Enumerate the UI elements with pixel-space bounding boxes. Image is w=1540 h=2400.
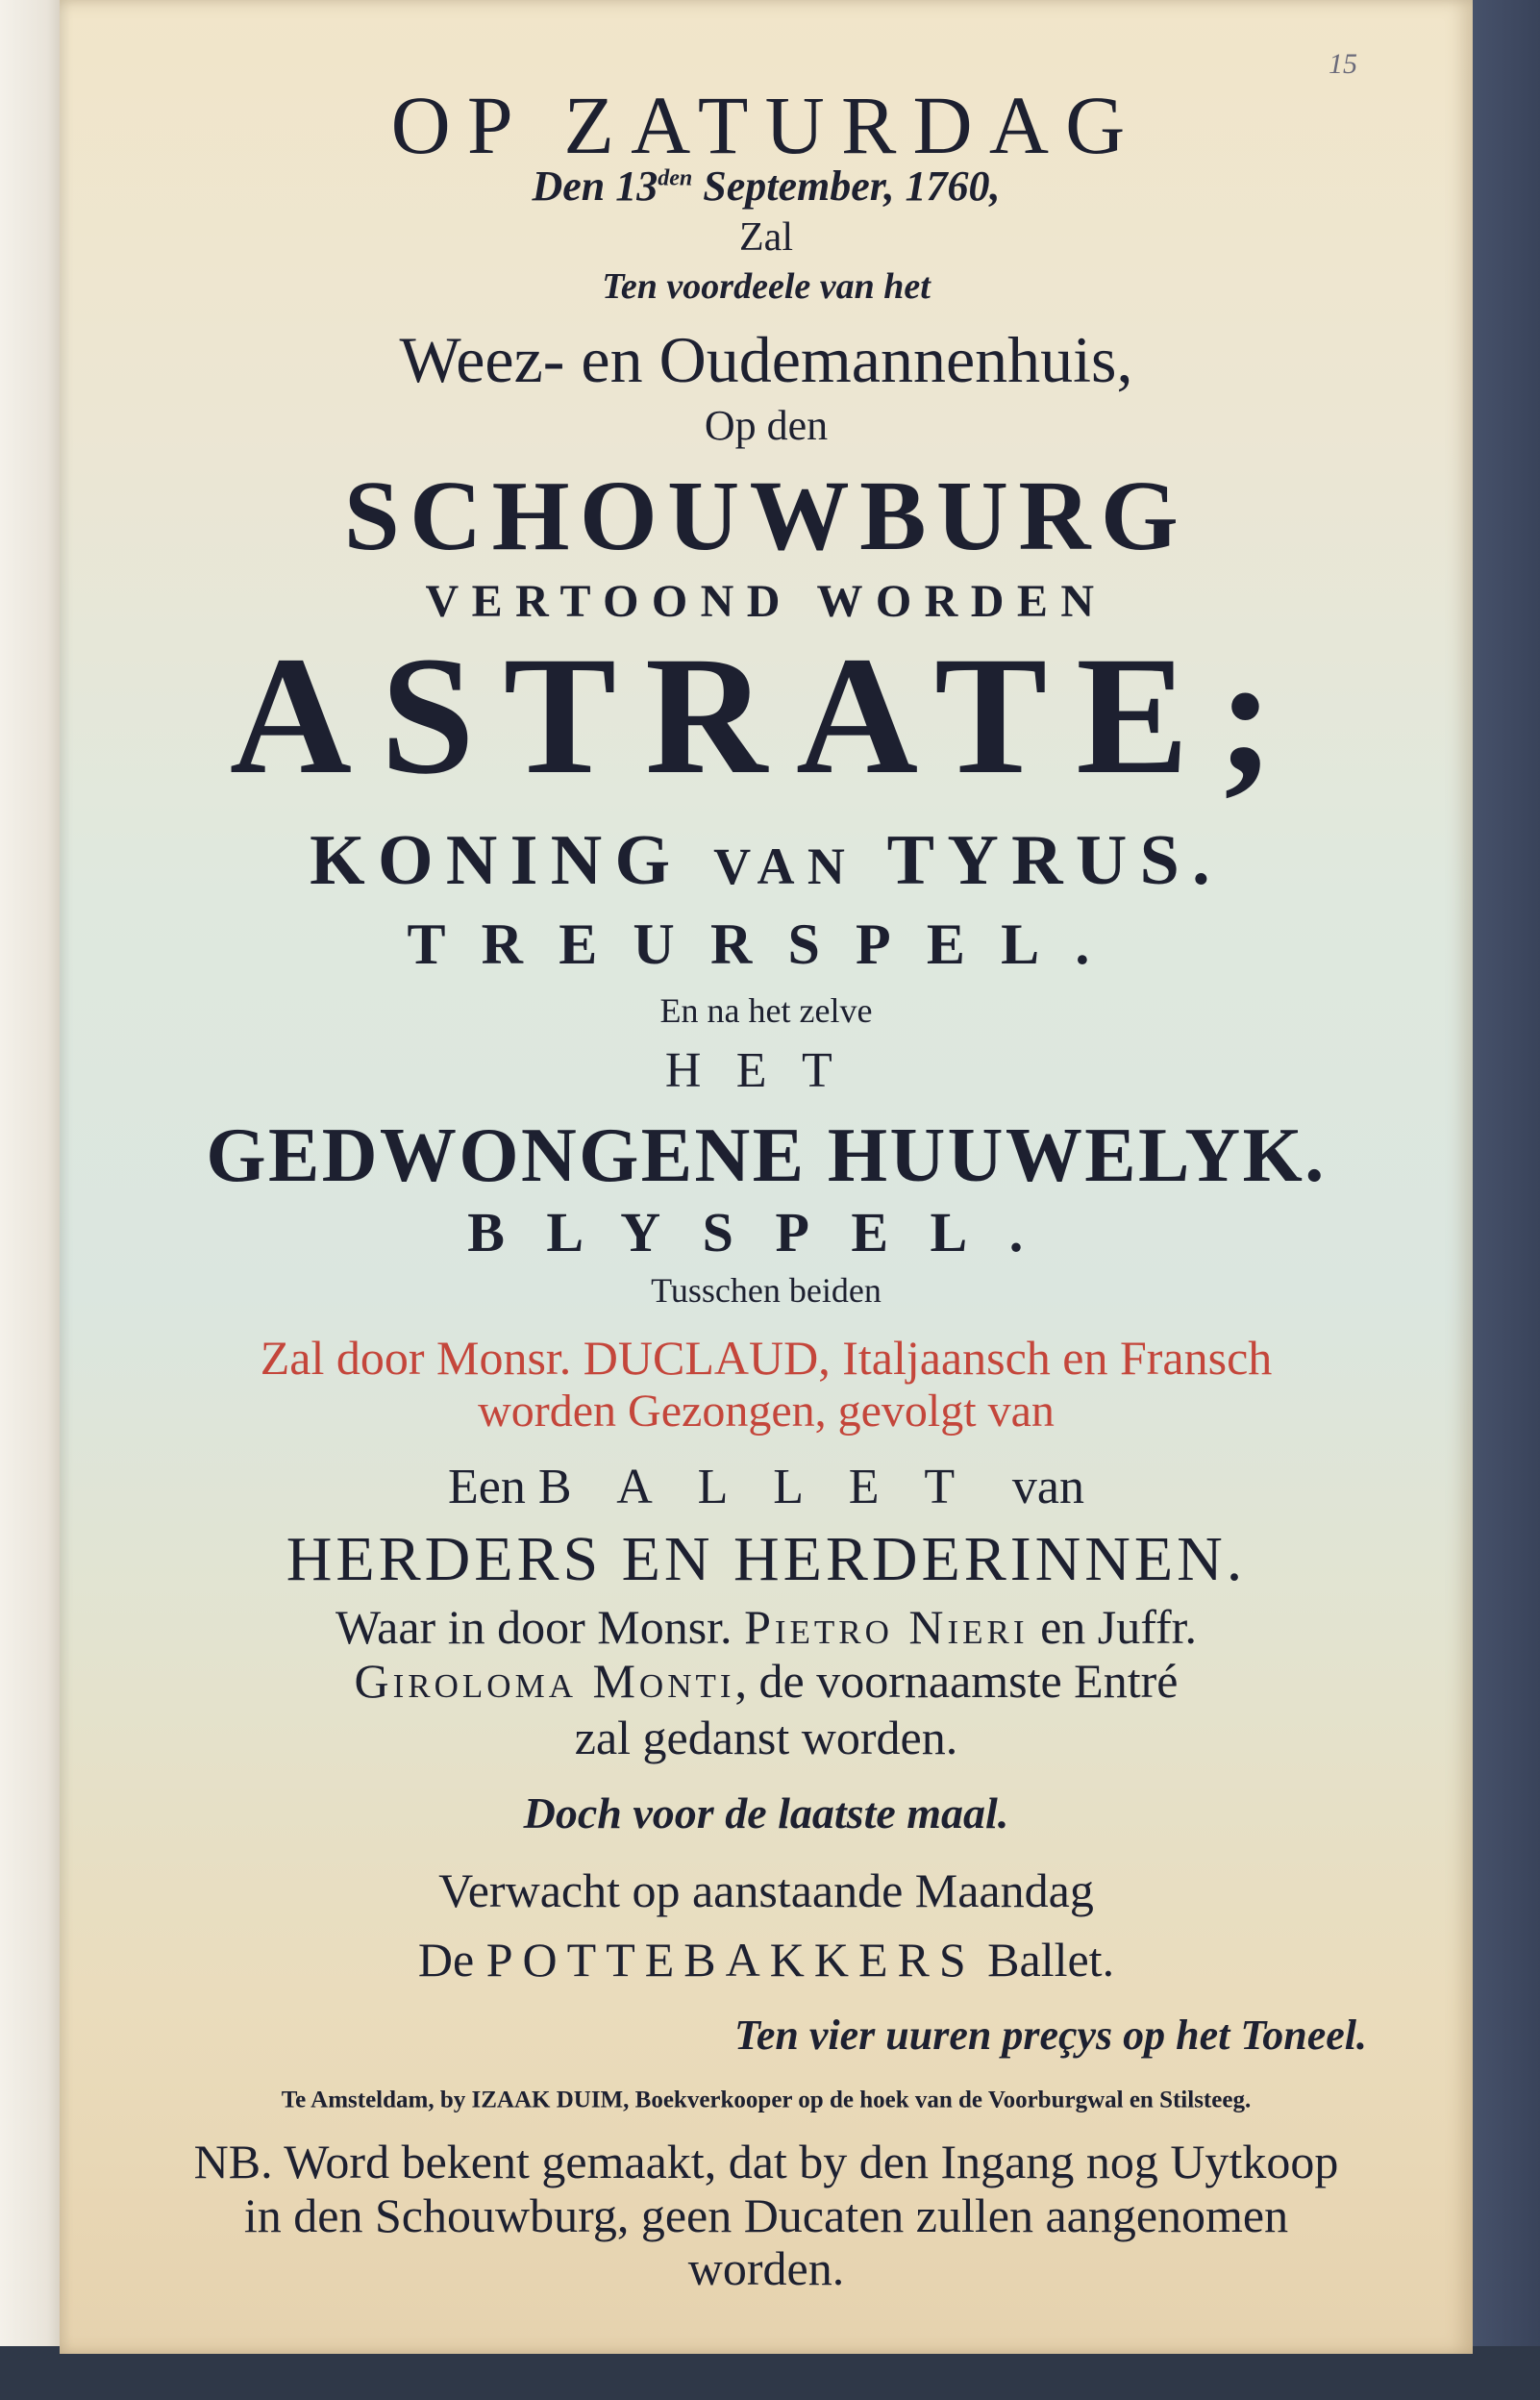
playbill-page (60, 0, 1473, 2354)
subtitle-part: KONING (310, 821, 714, 900)
dancers-line (60, 1600, 1473, 1654)
play-subtitle (60, 821, 1473, 900)
sung-line: worden Gezongen, gevolgt van (478, 1386, 1055, 1437)
notice-line-2: in den Schouwburg, geen Ducaten zullen aangenomen (243, 2188, 1289, 2242)
date-line (60, 162, 1473, 210)
dancer2-line (60, 1654, 1473, 1708)
benefit-line: Ten voordeele van het (602, 266, 931, 307)
expected-line: Verwacht op aanstaande Maandag (438, 1863, 1094, 1917)
op-den-line: Op den (704, 402, 829, 449)
genre-blyspel: BLYSPEL. (467, 1201, 1065, 1263)
next-ballet-title: POTTEBAKKERS (485, 1933, 976, 1987)
genre-treurspel: TREURSPEL. (407, 912, 1126, 976)
next-ballet-part: De (417, 1933, 486, 1987)
het-line: HET (664, 1043, 868, 1098)
ballet-part: Een (447, 1460, 538, 1514)
dancers-part: en Juffr. (1028, 1600, 1198, 1654)
subtitle-part: TYRUS. (857, 821, 1223, 900)
ballet-part: van (999, 1460, 1085, 1514)
date-text: Den 13 (532, 162, 658, 210)
after-line: En na het zelve (659, 991, 873, 1030)
ballet-title: HERDERS EN HERDERINNEN. (286, 1524, 1247, 1594)
zal-line: Zal (739, 215, 793, 260)
orphanage-line: Weez- en Oudemannenhuis, (399, 323, 1133, 396)
ballet-word: BALLET (537, 1460, 1000, 1514)
schouwburg-heading: SCHOUWBURG (343, 461, 1189, 571)
dancers-part: Waar in door Monsr. (335, 1600, 745, 1654)
book-bottom-edge (0, 2346, 1540, 2400)
dancer-name: Pietro Nieri (744, 1600, 1029, 1654)
date-ordinal: den (658, 165, 693, 191)
page-number: 15 (1329, 48, 1357, 80)
between-line: Tusschen beiden (651, 1271, 882, 1310)
vertoond-line: VERTOOND WORDEN (425, 576, 1107, 627)
adjacent-page-edge (0, 0, 67, 2400)
start-time-line: Ten vier uuren preçys op het Toneel. (734, 2012, 1367, 2059)
dancer-name: Giroloma Monti (354, 1654, 735, 1708)
dancers-part: , de voornaamste Entré (734, 1654, 1179, 1708)
second-play-title: GEDWONGENE HUUWELYK. (206, 1113, 1327, 1198)
ballet-line (60, 1462, 1473, 1512)
printer-imprint: Te Amsteldam, by IZAAK DUIM, Boekverkooper op de hoek van de Voorburgwal en Stilsteeg. (281, 2087, 1252, 2113)
notice-line-1: NB. Word bekent gemaakt, dat by den Ingang nog Uytkoop (193, 2135, 1339, 2188)
danced-line: zal gedanst worden. (574, 1711, 958, 1764)
next-ballet-line (60, 1933, 1473, 1987)
heading-day: OP ZATURDAG (390, 79, 1142, 171)
date-rest: September, 1760, (692, 162, 1001, 210)
singer-line: Zal door Monsr. DUCLAUD, Italjaansch en Fransch (260, 1331, 1273, 1385)
play-title: ASTRATE; (229, 622, 1304, 810)
next-ballet-part: Ballet. (975, 1933, 1115, 1987)
last-time-line: Doch voor de laatste maal. (523, 1788, 1009, 1838)
notice-line-3: worden. (687, 2241, 845, 2295)
subtitle-van: VAN (713, 838, 858, 895)
